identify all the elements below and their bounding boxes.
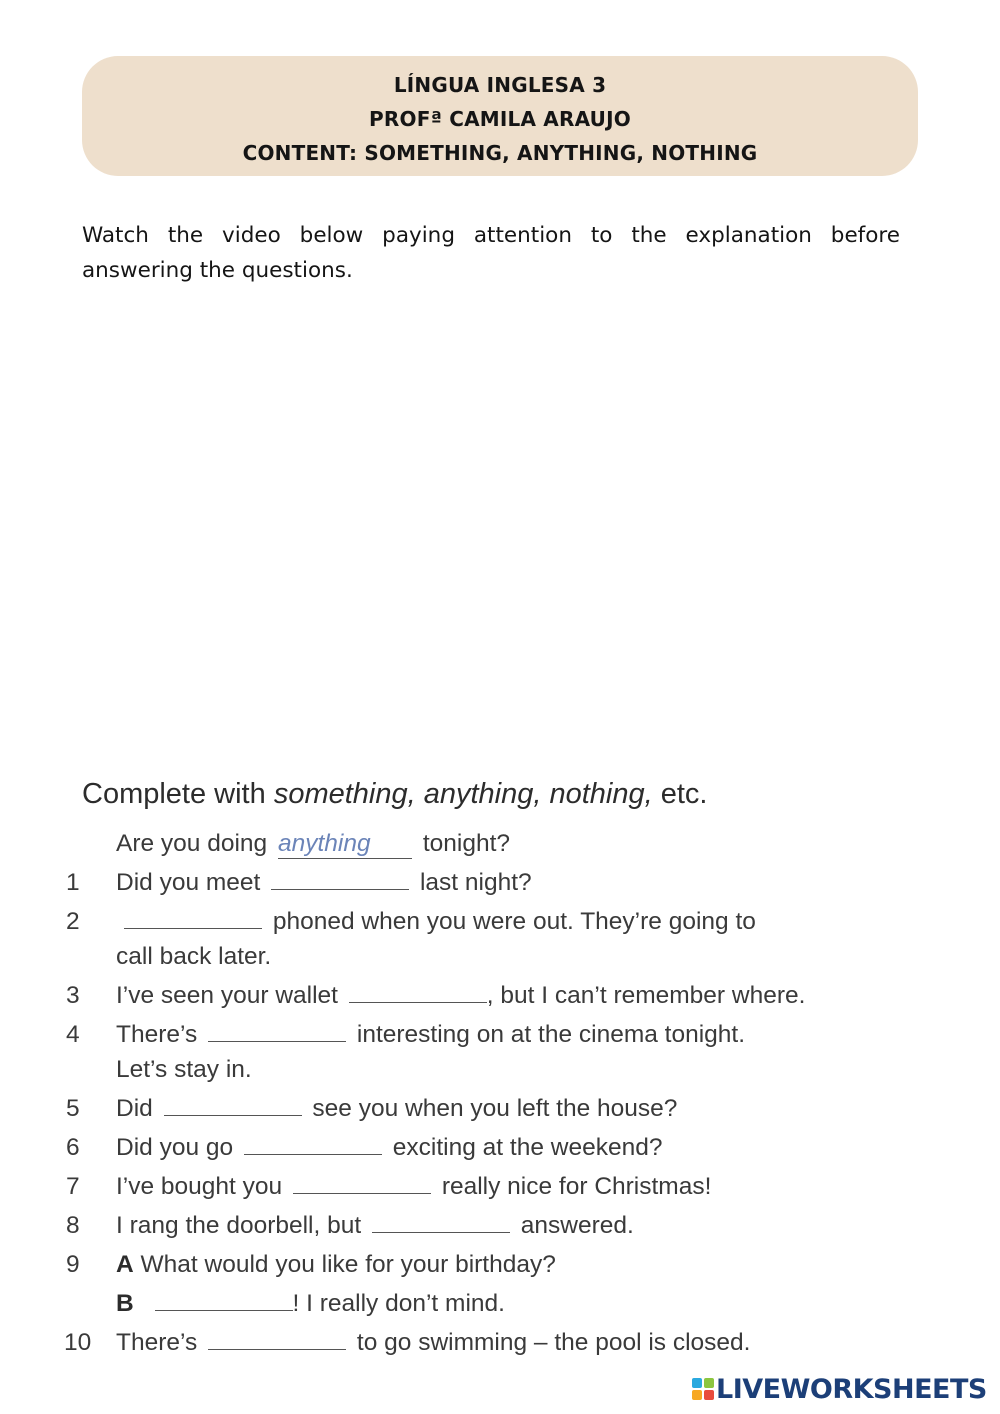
question-before: Did <box>116 1095 153 1122</box>
logo-grid-icon <box>692 1378 714 1400</box>
answer-blank[interactable] <box>349 984 487 1003</box>
teacher-name: PROFª CAMILA ARAUJO <box>369 107 631 131</box>
title-banner <box>82 56 918 176</box>
question-number: 6 <box>66 1134 80 1161</box>
speaker-b-text: ! I really don’t mind. <box>292 1290 505 1317</box>
question-number: 10 <box>64 1329 92 1356</box>
exercise-title-prefix: Complete with <box>82 778 274 810</box>
question-after: answered. <box>520 1212 634 1239</box>
answer-blank[interactable] <box>293 1175 431 1194</box>
question-before: I’ve seen your wallet <box>116 982 338 1009</box>
question-after: interesting on at the cinema tonight. <box>356 1021 746 1048</box>
example-before: Are you doing <box>116 830 268 857</box>
question-cont-text: call back later. <box>116 943 272 970</box>
question-before: I rang the doorbell, but <box>116 1212 362 1239</box>
question-number: 5 <box>66 1095 80 1122</box>
question-after: , but I can’t remember where. <box>486 982 806 1009</box>
question-before: Did you meet <box>116 869 261 896</box>
question-number: 4 <box>66 1021 80 1048</box>
question-after: exciting at the weekend? <box>392 1134 663 1161</box>
instructions-paragraph: Watch the video below paying attention to the explanation before answering the questions. <box>82 223 900 283</box>
answer-blank[interactable] <box>271 871 409 890</box>
logo-text: LIVEWORKSHEETS <box>716 1374 987 1405</box>
question-after: really nice for Christmas! <box>441 1173 712 1200</box>
question-number: 1 <box>66 869 80 896</box>
exercise-title-italic: something, anything, nothing, <box>273 778 653 810</box>
speaker-a-label: A <box>116 1251 134 1278</box>
question-number: 7 <box>66 1173 80 1200</box>
subject-title: LÍNGUA INGLESA 3 <box>393 73 607 97</box>
video-placeholder[interactable] <box>82 300 918 740</box>
question-number: 2 <box>66 908 80 935</box>
question-after: last night? <box>419 869 532 896</box>
question-after: see you when you left the house? <box>312 1095 678 1122</box>
question-after: to go swimming – the pool is closed. <box>356 1329 751 1356</box>
answer-blank[interactable] <box>155 1292 293 1311</box>
speaker-a-text: What would you like for your birthday? <box>140 1251 556 1278</box>
speaker-b-label: B <box>116 1290 134 1317</box>
question-before: I’ve bought you <box>116 1173 283 1200</box>
example-after: tonight? <box>422 830 510 857</box>
answer-blank[interactable] <box>124 910 262 929</box>
liveworksheets-logo[interactable] <box>690 1372 990 1408</box>
question-before: There’s <box>116 1329 198 1356</box>
exercise-title <box>82 778 708 811</box>
answer-blank[interactable] <box>372 1214 510 1233</box>
question-number: 9 <box>66 1251 80 1278</box>
answer-blank[interactable] <box>164 1097 302 1116</box>
answer-blank[interactable] <box>244 1136 382 1155</box>
content-topic: CONTENT: SOMETHING, ANYTHING, NOTHING <box>242 141 758 165</box>
question-before: Did you go <box>116 1134 234 1161</box>
question-after: phoned when you were out. They’re going to <box>272 908 756 935</box>
example-answer: anything <box>278 830 412 859</box>
question-cont-text: Let’s stay in. <box>116 1056 252 1083</box>
answer-blank[interactable] <box>208 1023 346 1042</box>
exercise-section <box>62 760 942 1370</box>
question-number: 8 <box>66 1212 80 1239</box>
exercise-title-suffix: etc. <box>652 778 708 810</box>
question-before: There’s <box>116 1021 198 1048</box>
answer-blank[interactable] <box>208 1331 346 1350</box>
question-number: 3 <box>66 982 80 1009</box>
